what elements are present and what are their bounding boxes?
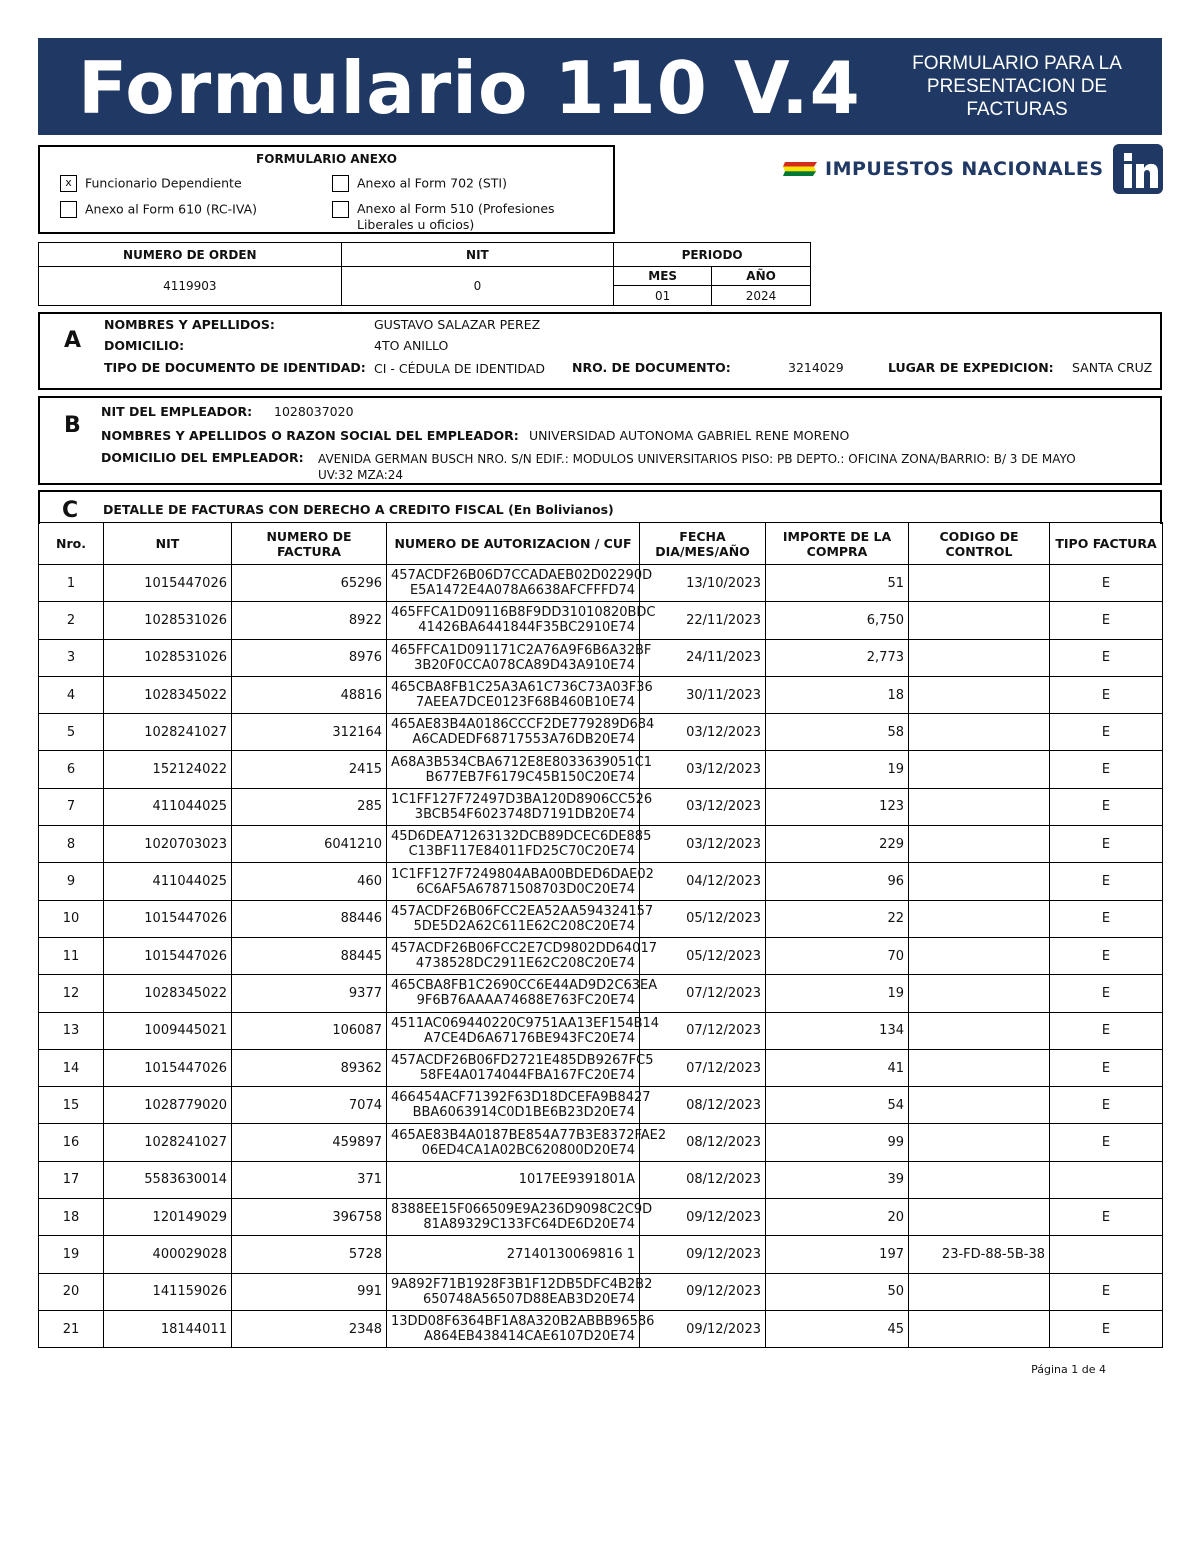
col-importe: IMPORTE DE LA COMPRA — [766, 523, 909, 565]
table-row — [39, 1087, 1163, 1124]
form-subtitle: FORMULARIO PARA LA PRESENTACION DE FACTURAS — [912, 53, 1122, 120]
cell-fecha: 08/12/2023 — [640, 1161, 766, 1198]
cell-autorizacion: 465FFCA1D091171C2A76A9F6B6A32BF 3B20F0CCA078CA89D43A910E74 — [387, 639, 640, 676]
cell-tipo-factura: E — [1050, 863, 1163, 900]
section-a-letter: A — [64, 328, 82, 353]
razon-social-value: UNIVERSIDAD AUTONOMA GABRIEL RENE MORENO — [529, 428, 850, 443]
cell-autorizacion: A68A3B534CBA6712E8E8033639051C1 B677EB7F6179C45B150C20E74 — [387, 751, 640, 788]
cell-fecha: 22/11/2023 — [640, 602, 766, 639]
section-c-title: DETALLE DE FACTURAS CON DERECHO A CREDITO FISCAL (En Bolivianos) — [103, 502, 614, 517]
cell-tipo-factura: E — [1050, 788, 1163, 825]
mes-value: 01 — [614, 286, 712, 306]
cell-nro: 3 — [39, 639, 104, 676]
cell-importe: 58 — [766, 714, 909, 751]
cell-fecha: 09/12/2023 — [640, 1273, 766, 1310]
table-row — [39, 1199, 1163, 1236]
domicilio-empleador-value: AVENIDA GERMAN BUSCH NRO. S/N EDIF.: MODULOS UNIVERSITARIOS PISO: PB DEPTO.: OFICINA ZONA/BARRIO: B/ 3 DE MAYO — [318, 452, 1076, 466]
form-title: Formulario 110 V.4 — [78, 46, 861, 130]
cell-nit: 1015447026 — [104, 1049, 232, 1086]
cell-codigo-control — [909, 1199, 1050, 1236]
cell-nit: 411044025 — [104, 788, 232, 825]
razon-social-label: NOMBRES Y APELLIDOS O RAZON SOCIAL DEL EMPLEADOR: — [101, 428, 519, 443]
section-a — [38, 312, 1162, 390]
bolivia-flag-icon — [783, 162, 817, 176]
cell-tipo-factura: E — [1050, 975, 1163, 1012]
checkbox-anexo-form-702[interactable]: Anexo al Form 702 (STI) — [332, 175, 507, 192]
cell-codigo-control — [909, 1049, 1050, 1086]
cell-importe: 51 — [766, 565, 909, 602]
cell-fecha: 30/11/2023 — [640, 676, 766, 713]
impuestos-logo-icon — [1113, 144, 1163, 194]
checkbox-anexo-form-610[interactable]: Anexo al Form 610 (RC-IVA) — [60, 201, 257, 218]
logo-text: IMPUESTOS NACIONALES — [825, 158, 1104, 180]
cell-nit: 1028241027 — [104, 714, 232, 751]
cell-autorizacion: 4511AC069440220C9751AA13EF154B14 A7CE4D6A67176BE943FC20E74 — [387, 1012, 640, 1049]
table-row — [39, 714, 1163, 751]
cell-importe: 19 — [766, 975, 909, 1012]
cell-numero-factura: 88445 — [232, 937, 387, 974]
cell-codigo-control — [909, 1310, 1050, 1347]
cell-nro: 19 — [39, 1236, 104, 1273]
cell-fecha: 07/12/2023 — [640, 1012, 766, 1049]
cell-nro: 5 — [39, 714, 104, 751]
checkbox-box[interactable]: x — [60, 175, 77, 192]
cell-nro: 1 — [39, 565, 104, 602]
numero-orden-label: NUMERO DE ORDEN — [39, 243, 342, 267]
cell-nit: 1015447026 — [104, 937, 232, 974]
domicilio-value: 4TO ANILLO — [374, 338, 449, 353]
cell-numero-factura: 88446 — [232, 900, 387, 937]
col-fecha: FECHA DIA/MES/AÑO — [640, 523, 766, 565]
cell-importe: 20 — [766, 1199, 909, 1236]
cell-nit: 1015447026 — [104, 900, 232, 937]
section-c — [38, 490, 1162, 524]
table-row — [39, 1273, 1163, 1310]
cell-numero-factura: 460 — [232, 863, 387, 900]
cell-tipo-factura: E — [1050, 1310, 1163, 1347]
form-banner — [38, 38, 1162, 135]
cell-tipo-factura: E — [1050, 1012, 1163, 1049]
cell-codigo-control — [909, 937, 1050, 974]
cell-importe: 123 — [766, 788, 909, 825]
cell-numero-factura: 106087 — [232, 1012, 387, 1049]
checkbox-funcionario-dependiente[interactable]: x Funcionario Dependiente — [60, 175, 242, 192]
cell-autorizacion: 45D6DEA71263132DCB89DCEC6DE885 C13BF117E84011FD25C70C20E74 — [387, 826, 640, 863]
cell-fecha: 13/10/2023 — [640, 565, 766, 602]
nit-empleador-label: NIT DEL EMPLEADOR: — [101, 404, 253, 419]
section-b — [38, 396, 1162, 485]
cell-tipo-factura: E — [1050, 602, 1163, 639]
mes-label: MES — [614, 267, 712, 286]
cell-codigo-control — [909, 1012, 1050, 1049]
cell-autorizacion: 465CBA8FB1C25A3A61C736C73A03F36 7AEEA7DCE0123F68B460B10E74 — [387, 676, 640, 713]
cell-importe: 39 — [766, 1161, 909, 1198]
cell-codigo-control — [909, 639, 1050, 676]
formulario-anexo-box — [38, 145, 615, 234]
cell-tipo-factura — [1050, 1161, 1163, 1198]
table-row — [39, 826, 1163, 863]
cell-nro: 15 — [39, 1087, 104, 1124]
cell-autorizacion: 457ACDF26B06FCC2E7CD9802DD64017 4738528DC2911E62C208C20E74 — [387, 937, 640, 974]
cell-codigo-control — [909, 975, 1050, 1012]
cell-autorizacion: 8388EE15F066509E9A236D9098C2C9D 81A89329C133FC64DE6D20E74 — [387, 1199, 640, 1236]
cell-numero-factura: 8922 — [232, 602, 387, 639]
cell-numero-factura: 6041210 — [232, 826, 387, 863]
tipo-documento-value: CI - CÉDULA DE IDENTIDAD — [374, 361, 546, 376]
table-row — [39, 975, 1163, 1012]
cell-codigo-control — [909, 602, 1050, 639]
cell-autorizacion: 465CBA8FB1C2690CC6E44AD9D2C63EA 9F6B76AAAA74688E763FC20E74 — [387, 975, 640, 1012]
table-row — [39, 1012, 1163, 1049]
cell-fecha: 09/12/2023 — [640, 1199, 766, 1236]
table-row — [39, 863, 1163, 900]
numero-orden-value: 4119903 — [39, 267, 342, 306]
cell-importe: 45 — [766, 1310, 909, 1347]
cell-codigo-control — [909, 1273, 1050, 1310]
cell-fecha: 07/12/2023 — [640, 975, 766, 1012]
cell-autorizacion: 465AE83B4A0186CCCF2DE779289D684 A6CADEDF68717553A76DB20E74 — [387, 714, 640, 751]
cell-codigo-control — [909, 863, 1050, 900]
nro-documento-label: NRO. DE DOCUMENTO: — [572, 360, 731, 375]
cell-nit: 5583630014 — [104, 1161, 232, 1198]
nit-empleador-value: 1028037020 — [274, 404, 354, 419]
cell-autorizacion: 457ACDF26B06FD2721E485DB9267FC5 58FE4A0174044FBA167FC20E74 — [387, 1049, 640, 1086]
cell-tipo-factura — [1050, 1236, 1163, 1273]
cell-nit: 400029028 — [104, 1236, 232, 1273]
table-row — [39, 1310, 1163, 1347]
cell-numero-factura: 371 — [232, 1161, 387, 1198]
domicilio-label: DOMICILIO: — [104, 338, 185, 353]
cell-nit: 1028345022 — [104, 676, 232, 713]
cell-importe: 2,773 — [766, 639, 909, 676]
cell-fecha: 05/12/2023 — [640, 937, 766, 974]
cell-numero-factura: 2415 — [232, 751, 387, 788]
cell-codigo-control — [909, 714, 1050, 751]
cell-nro: 7 — [39, 788, 104, 825]
table-row — [39, 937, 1163, 974]
anio-value: 2024 — [712, 286, 811, 306]
cell-importe: 50 — [766, 1273, 909, 1310]
col-autorizacion: NUMERO DE AUTORIZACION / CUF — [387, 523, 640, 565]
cell-numero-factura: 285 — [232, 788, 387, 825]
cell-fecha: 03/12/2023 — [640, 788, 766, 825]
cell-fecha: 24/11/2023 — [640, 639, 766, 676]
cell-numero-factura: 9377 — [232, 975, 387, 1012]
cell-autorizacion: 9A892F71B1928F3B1F12DB5DFC4B2B2 650748A56507D88EAB3D20E74 — [387, 1273, 640, 1310]
cell-fecha: 05/12/2023 — [640, 900, 766, 937]
facturas-table — [38, 522, 1163, 1348]
periodo-label: PERIODO — [614, 243, 811, 267]
lugar-expedicion-label: LUGAR DE EXPEDICION: — [888, 360, 1054, 375]
cell-importe: 229 — [766, 826, 909, 863]
cell-importe: 134 — [766, 1012, 909, 1049]
cell-nit: 411044025 — [104, 863, 232, 900]
checkbox-box[interactable] — [332, 201, 349, 218]
cell-autorizacion: 13DD08F6364BF1A8A320B2ABBB96586 A864EB438414CAE6107D20E74 — [387, 1310, 640, 1347]
nombres-value: GUSTAVO SALAZAR PEREZ — [374, 317, 541, 332]
table-row — [39, 900, 1163, 937]
cell-nro: 8 — [39, 826, 104, 863]
cell-codigo-control: 23-FD-88-5B-38 — [909, 1236, 1050, 1273]
cell-codigo-control — [909, 788, 1050, 825]
table-row — [39, 602, 1163, 639]
cell-nro: 10 — [39, 900, 104, 937]
cell-tipo-factura: E — [1050, 826, 1163, 863]
table-row — [39, 1161, 1163, 1198]
cell-fecha: 04/12/2023 — [640, 863, 766, 900]
cell-nit: 1028531026 — [104, 602, 232, 639]
cell-autorizacion: 1017EE9391801A — [387, 1161, 640, 1198]
cell-tipo-factura: E — [1050, 751, 1163, 788]
cell-nro: 13 — [39, 1012, 104, 1049]
cell-autorizacion: 457ACDF26B06FCC2EA52AA594324157 5DE5D2A62C611E62C208C20E74 — [387, 900, 640, 937]
cell-nit: 18144011 — [104, 1310, 232, 1347]
cell-tipo-factura: E — [1050, 1199, 1163, 1236]
table-row — [39, 565, 1163, 602]
col-nro: Nro. — [39, 523, 104, 565]
cell-nro: 2 — [39, 602, 104, 639]
cell-importe: 197 — [766, 1236, 909, 1273]
page-number: Página 1 de 4 — [1031, 1363, 1106, 1376]
cell-tipo-factura: E — [1050, 937, 1163, 974]
table-row — [39, 676, 1163, 713]
checkbox-box[interactable] — [332, 175, 349, 192]
cell-codigo-control — [909, 1087, 1050, 1124]
cell-codigo-control — [909, 826, 1050, 863]
cell-tipo-factura: E — [1050, 714, 1163, 751]
cell-fecha: 03/12/2023 — [640, 714, 766, 751]
cell-fecha: 09/12/2023 — [640, 1310, 766, 1347]
cell-autorizacion: 27140130069816 1 — [387, 1236, 640, 1273]
cell-importe: 99 — [766, 1124, 909, 1161]
section-b-letter: B — [64, 413, 81, 438]
nit-value: 0 — [341, 267, 614, 306]
cell-fecha: 03/12/2023 — [640, 751, 766, 788]
cell-codigo-control — [909, 676, 1050, 713]
cell-numero-factura: 312164 — [232, 714, 387, 751]
cell-importe: 54 — [766, 1087, 909, 1124]
cell-autorizacion: 465FFCA1D09116B8F9DD31010820BDC 41426BA6441844F35BC2910E74 — [387, 602, 640, 639]
table-row — [39, 751, 1163, 788]
cell-fecha: 07/12/2023 — [640, 1049, 766, 1086]
cell-nro: 12 — [39, 975, 104, 1012]
cell-codigo-control — [909, 1161, 1050, 1198]
cell-importe: 22 — [766, 900, 909, 937]
cell-importe: 96 — [766, 863, 909, 900]
cell-numero-factura: 65296 — [232, 565, 387, 602]
cell-numero-factura: 7074 — [232, 1087, 387, 1124]
impuestos-nacionales-logo — [783, 144, 1163, 196]
cell-numero-factura: 396758 — [232, 1199, 387, 1236]
cell-codigo-control — [909, 751, 1050, 788]
cell-nro: 11 — [39, 937, 104, 974]
cell-nro: 6 — [39, 751, 104, 788]
cell-nro: 17 — [39, 1161, 104, 1198]
cell-nro: 20 — [39, 1273, 104, 1310]
col-nit: NIT — [104, 523, 232, 565]
table-row — [39, 1124, 1163, 1161]
cell-numero-factura: 991 — [232, 1273, 387, 1310]
cell-codigo-control — [909, 565, 1050, 602]
cell-tipo-factura: E — [1050, 1124, 1163, 1161]
table-row — [39, 639, 1163, 676]
cell-nit: 152124022 — [104, 751, 232, 788]
cell-tipo-factura: E — [1050, 900, 1163, 937]
table-row — [39, 1049, 1163, 1086]
cell-nit: 1028345022 — [104, 975, 232, 1012]
cell-numero-factura: 89362 — [232, 1049, 387, 1086]
cell-fecha: 03/12/2023 — [640, 826, 766, 863]
cell-nit: 141159026 — [104, 1273, 232, 1310]
cell-nit: 120149029 — [104, 1199, 232, 1236]
col-numero-factura: NUMERO DE FACTURA — [232, 523, 387, 565]
nombres-label: NOMBRES Y APELLIDOS: — [104, 317, 275, 332]
domicilio-empleador-label: DOMICILIO DEL EMPLEADOR: — [101, 450, 304, 465]
domicilio-empleador-value-2: UV:32 MZA:24 — [318, 468, 404, 482]
cell-fecha: 08/12/2023 — [640, 1124, 766, 1161]
cell-nro: 14 — [39, 1049, 104, 1086]
cell-tipo-factura: E — [1050, 565, 1163, 602]
cell-nro: 18 — [39, 1199, 104, 1236]
cell-importe: 6,750 — [766, 602, 909, 639]
lugar-expedicion-value: SANTA CRUZ — [1072, 360, 1153, 375]
cell-nro: 9 — [39, 863, 104, 900]
cell-codigo-control — [909, 1124, 1050, 1161]
cell-numero-factura: 48816 — [232, 676, 387, 713]
anexo-title: FORMULARIO ANEXO — [256, 152, 397, 166]
table-row — [39, 1236, 1163, 1273]
cell-autorizacion: 457ACDF26B06D7CCADAEB02D02290D E5A1472E4A078A6638AFCFFFD74 — [387, 565, 640, 602]
cell-numero-factura: 459897 — [232, 1124, 387, 1161]
cell-tipo-factura: E — [1050, 1049, 1163, 1086]
checkbox-anexo-form-510[interactable]: Anexo al Form 510 (Profesiones Liberales u oficios) — [332, 201, 555, 233]
tipo-documento-label: TIPO DE DOCUMENTO DE IDENTIDAD: — [104, 360, 366, 375]
cell-numero-factura: 5728 — [232, 1236, 387, 1273]
cell-tipo-factura: E — [1050, 676, 1163, 713]
cell-importe: 18 — [766, 676, 909, 713]
nit-label: NIT — [341, 243, 614, 267]
cell-importe: 70 — [766, 937, 909, 974]
cell-autorizacion: 1C1FF127F7249804ABA00BDED6DAE02 6C6AF5A67871508703D0C20E74 — [387, 863, 640, 900]
table-row — [39, 788, 1163, 825]
cell-tipo-factura: E — [1050, 1273, 1163, 1310]
cell-autorizacion: 1C1FF127F72497D3BA120D8906CC526 3BCB54F6023748D7191DB20E74 — [387, 788, 640, 825]
cell-autorizacion: 465AE83B4A0187BE854A77B3E8372FAE2 06ED4CA1A02BC620800D20E74 — [387, 1124, 640, 1161]
col-codigo-control: CODIGO DE CONTROL — [909, 523, 1050, 565]
nro-documento-value: 3214029 — [788, 360, 844, 375]
cell-codigo-control — [909, 900, 1050, 937]
checkbox-box[interactable] — [60, 201, 77, 218]
col-tipo-factura: TIPO FACTURA — [1050, 523, 1163, 565]
cell-tipo-factura: E — [1050, 639, 1163, 676]
cell-numero-factura: 8976 — [232, 639, 387, 676]
cell-nit: 1020703023 — [104, 826, 232, 863]
cell-nro: 16 — [39, 1124, 104, 1161]
cell-nit: 1015447026 — [104, 565, 232, 602]
cell-numero-factura: 2348 — [232, 1310, 387, 1347]
cell-autorizacion: 466454ACF71392F63D18DCEFA9B8427 BBA6063914C0D1BE6B23D20E74 — [387, 1087, 640, 1124]
cell-nro: 21 — [39, 1310, 104, 1347]
cell-nit: 1009445021 — [104, 1012, 232, 1049]
cell-importe: 19 — [766, 751, 909, 788]
cell-nit: 1028241027 — [104, 1124, 232, 1161]
cell-fecha: 09/12/2023 — [640, 1236, 766, 1273]
section-c-letter: C — [62, 498, 79, 523]
table-header-row — [39, 523, 1163, 565]
cell-tipo-factura: E — [1050, 1087, 1163, 1124]
cell-nit: 1028531026 — [104, 639, 232, 676]
cell-nro: 4 — [39, 676, 104, 713]
cell-nit: 1028779020 — [104, 1087, 232, 1124]
cell-fecha: 08/12/2023 — [640, 1087, 766, 1124]
header-table — [38, 242, 811, 306]
cell-importe: 41 — [766, 1049, 909, 1086]
anio-label: AÑO — [712, 267, 811, 286]
